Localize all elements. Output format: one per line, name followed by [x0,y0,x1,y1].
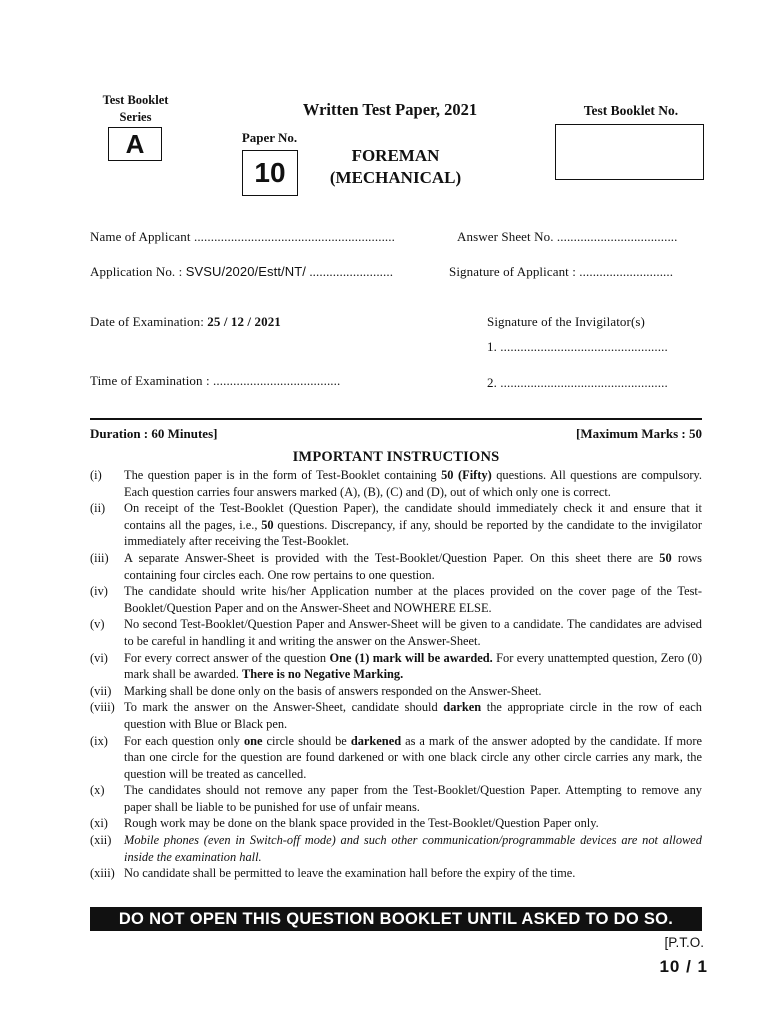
date-of-examination [90,314,281,330]
duration-label: Duration : 60 Minutes] [90,426,218,441]
instruction-text-part: No second Test-Booklet/Question Paper and Answer-Sheet will be given to a candidate. The candidates are advised to be careful in handling it and writing the answer on the Answer-Sheet. [124,617,702,648]
invigilator-signature-2[interactable]: 2. .................................................. [487,375,668,390]
instruction-number: (xi) [90,816,108,831]
instruction-item [90,782,702,815]
invigilator-signature-label: Signature of the Invigilator(s) [487,314,645,329]
series-label-line2: Series [119,110,152,124]
instruction-item [90,683,702,700]
instruction-item [90,550,702,583]
instruction-text-part: Marking shall be done only on the basis of answers responded on the Answer-Sheet. [124,683,542,698]
instruction-text-part: For every correct answer of the question [124,650,330,665]
series-value-box: A [108,127,162,161]
signature-of-applicant-field[interactable]: Signature of Applicant : ............................ [449,264,674,279]
instruction-text [124,583,702,616]
instruction-number: (ii) [90,501,106,516]
subject-title [318,145,473,189]
instruction-text [124,616,702,649]
instruction-text-part: A separate Answer-Sheet is provided with the Test-Booklet/Question Paper. On this sheet there are [124,550,660,565]
instruction-item [90,583,702,616]
instruction-item [90,650,702,683]
instruction-item [90,865,702,882]
page-title: Written Test Paper, 2021 [302,100,478,119]
instruction-item [90,733,702,783]
instruction-number: (x) [90,783,105,798]
instruction-text [124,467,702,500]
instruction-item [90,467,702,500]
instruction-number: (iii) [90,550,109,565]
instruction-number: (vii) [90,683,112,698]
do-not-open-banner: DO NOT OPEN THIS QUESTION BOOKLET UNTIL ASKED TO DO SO. [90,907,702,931]
instructions-heading: IMPORTANT INSTRUCTIONS [292,449,500,465]
instruction-text-part: 50 [261,517,274,532]
instruction-text-part: darken [443,700,482,715]
subject-line1: FOREMAN [351,146,440,165]
instruction-text-part: On receipt of the Test-Booklet (Question Paper), the candidate should immediately check it and ensure that it contains all the pages, i.e., [124,501,702,532]
invigilator-signature-1[interactable]: 1. .................................................. [487,339,668,354]
application-no-dots: ......................... [305,264,394,279]
instruction-number: (v) [90,617,105,632]
instruction-text-part: The question paper is in the form of Test-Booklet containing [124,468,442,482]
instruction-text-part: questions. All questions are compulsory. Each question carries four answers marked (A), (B), (C) and (D), out of which only one is correct. [124,468,702,499]
series-label-line1: Test Booklet [102,93,169,107]
instruction-text [124,550,702,583]
name-of-applicant-field[interactable]: Name of Applicant ............................................................ [90,229,395,244]
pto-label: [P.T.O. [664,935,704,950]
instruction-text-part: one [243,733,263,748]
paper-no-label: Paper No. [241,130,298,145]
instruction-text-part: rows containing four circles each. One row pertains to one question. [124,550,702,582]
application-no-label: Application No. : [90,264,186,279]
instruction-text-part: 50 (Fifty) [441,468,492,482]
subject-line2: (MECHANICAL) [329,168,462,187]
instruction-item [90,500,702,550]
instruction-text-part: There is no Negative Marking. [242,667,404,682]
instructions-list [90,467,702,882]
instruction-text-part: No candidate shall be permitted to leave the examination hall before the expiry of the time. [124,866,576,881]
instruction-text-part: The candidate should write his/her Application number at the places provided on the cover page of the Test-Booklet/Question Paper and on the Answer-Sheet and NOWHERE ELSE. [124,584,702,615]
instruction-item [90,815,702,832]
test-booklet-no-label: Test Booklet No. [583,103,679,118]
instruction-number: (i) [90,468,102,482]
instruction-number: (viii) [90,700,115,715]
instruction-text [124,733,702,783]
instruction-item [90,832,702,865]
test-booklet-no-box[interactable] [555,124,704,180]
instruction-text-part: 50 [659,550,672,565]
application-no-value: SVSU/2020/Estt/NT/ [185,264,306,279]
instruction-number: (xii) [90,833,112,848]
instruction-number: (vi) [90,650,108,665]
instruction-text-part: The candidates should not remove any paper from the Test-Booklet/Question Paper. Attempting to remove any paper shall be liable to be punished for use of unfair means. [124,783,702,814]
answer-sheet-no-field[interactable]: Answer Sheet No. .................................... [457,229,678,244]
divider [90,418,702,420]
instruction-text-part: To mark the answer on the Answer-Sheet, candidate should [124,700,444,715]
instruction-number: (xiii) [90,866,115,881]
instruction-text [124,815,702,832]
instruction-text-part: the appropriate circle in the row of each question with Blue or Black pen. [124,700,703,731]
instruction-text [124,683,702,700]
instruction-text [124,782,702,815]
instruction-text-part: For each question only [124,733,244,748]
instruction-text-part: Rough work may be done on the blank space provided in the Test-Booklet/Question Paper only. [124,816,599,831]
paper-no-box: 10 [242,150,298,196]
test-booklet-series-label [88,92,183,126]
time-of-examination-field[interactable]: Time of Examination : ...................................... [90,373,341,388]
instruction-text-part: as a mark of the answer adopted by the candidate. If more than one circle for the question are found darkened or with one black circle any other circle carries any mark, the question will be treated as cancelled. [124,733,702,781]
instruction-item [90,699,702,732]
date-label: Date of Examination: [90,314,208,329]
instruction-text [124,865,702,882]
max-marks-label: [Maximum Marks : 50 [575,426,702,441]
instruction-text-part: circle should be [262,733,351,748]
instruction-text [124,650,702,683]
instruction-text-part: darkened [350,733,402,748]
instruction-text-part: Mobile phones (even in Switch-off mode) and such other communication/programmable devices are not allowed inside the examination hall. [124,833,702,864]
instruction-text-part: For every unattempted question, Zero (0) mark shall be awarded. [124,650,703,682]
instruction-item [90,616,702,649]
instruction-text [124,699,702,732]
application-no-field[interactable] [90,264,393,280]
instruction-text-part: One (1) mark will be awarded. [329,650,493,665]
instruction-text [124,500,702,550]
instruction-number: (ix) [90,733,108,748]
instruction-number: (iv) [90,584,108,599]
instruction-text [124,832,702,865]
date-value: 25 / 12 / 2021 [207,314,281,329]
instruction-text-part: questions. Discrepancy, if any, should be reported by the candidate to the invigilator immediately after receiving the Test-Booklet. [124,517,702,549]
page-number: 10 / 1 [659,957,708,976]
